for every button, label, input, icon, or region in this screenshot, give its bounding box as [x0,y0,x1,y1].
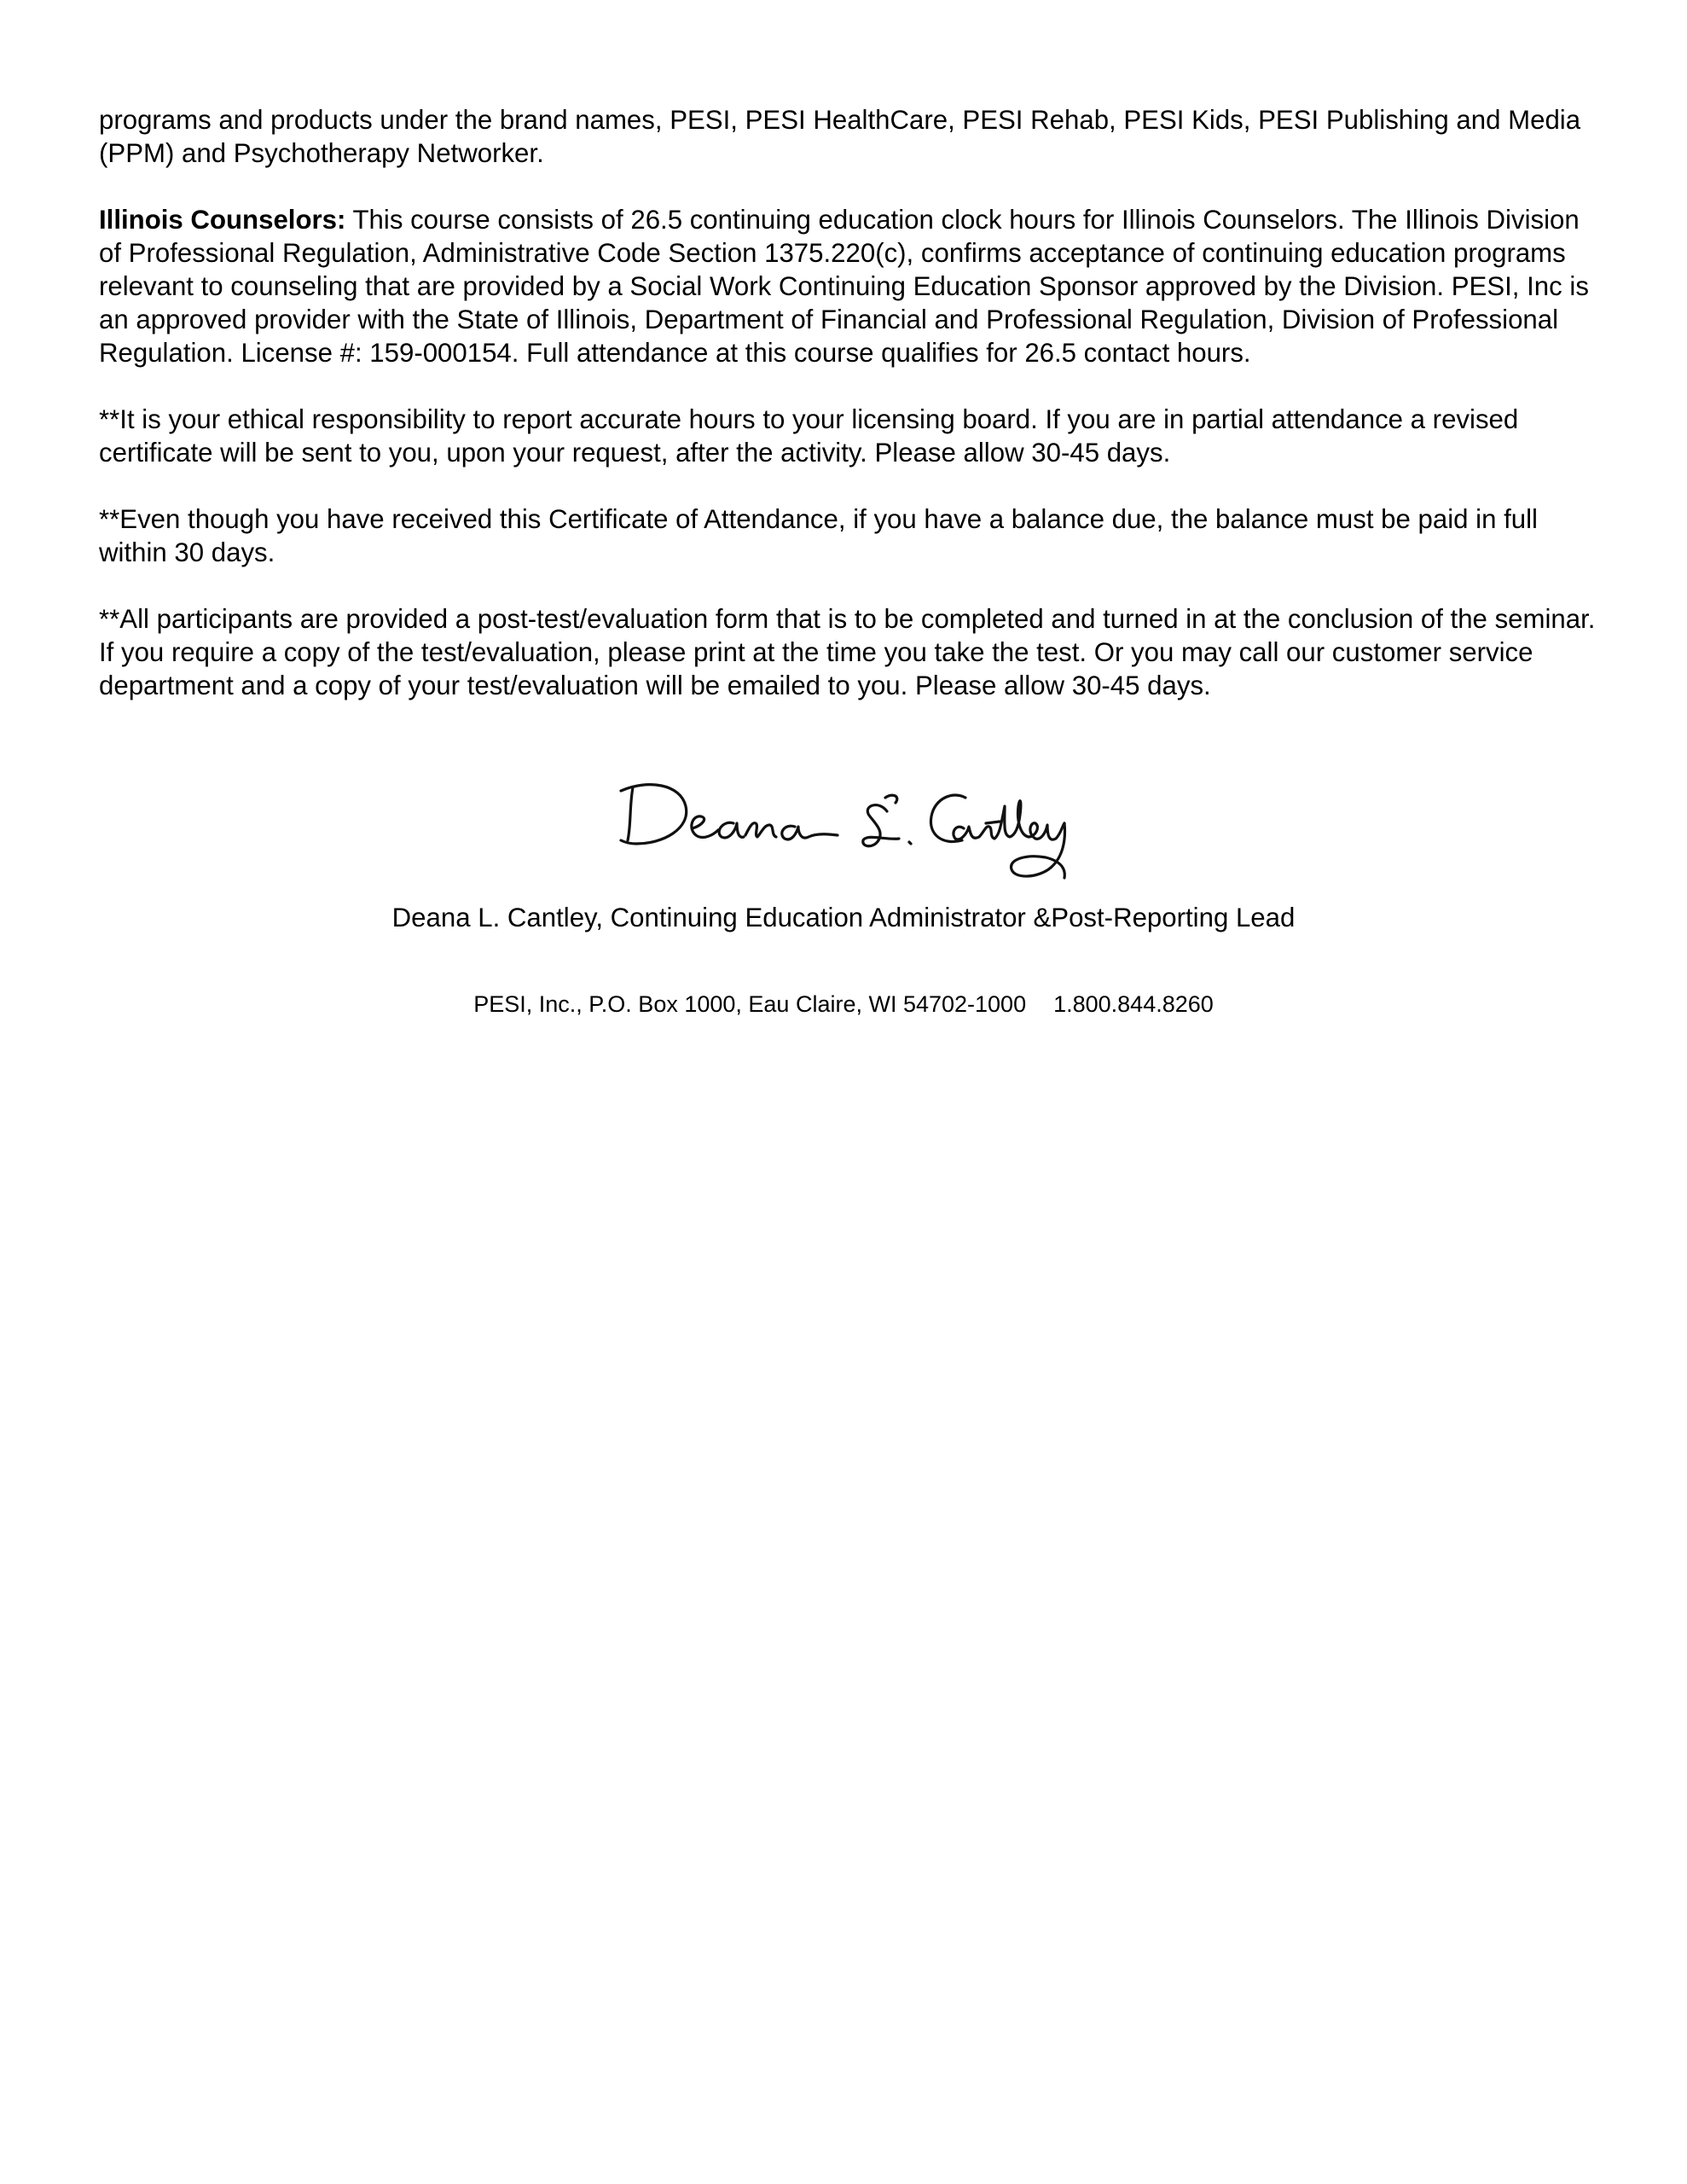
brand-names-paragraph: programs and products under the brand names, PESI, PESI HealthCare, PESI Rehab, PESI Kids, PESI Publishing and Media (PPM) and Psychotherapy Networker. [99,105,1581,168]
illinois-counselors-label: Illinois Counselors: [99,205,346,235]
ethical-responsibility-paragraph: **It is your ethical responsibility to report accurate hours to your licensing board. If you are in partial attendance a revised certificate will be sent to you, upon your request, after the activity. Please allow 30-45 days. [99,404,1519,468]
balance-due-paragraph: **Even though you have received this Certificate of Attendance, if you have a balance due, the balance must be paid in full within 30 days. [99,504,1538,567]
illinois-counselors-paragraph [99,203,1600,369]
document-body [99,103,1600,735]
handwritten-signature [614,772,1075,909]
footer-phone: 1.800.844.8260 [1053,991,1214,1017]
footer-address: PESI, Inc., P.O. Box 1000, Eau Claire, WI 54702-1000 [473,991,1027,1017]
post-test-paragraph: **All participants are provided a post-test/evaluation form that is to be completed and turned in at the conclusion of the seminar. If you require a copy of the test/evaluation, please print at the time you take the test. Or you may call our customer service department and a copy of your test/evaluation will be emailed to you. Please allow 30-45 days. [99,604,1596,700]
illinois-counselors-text: This course consists of 26.5 continuing education clock hours for Illinois Counselors. The Illinois Division of Professional Regulation, Administrative Code Section 1375.220(c), confirms acceptance of continuing education programs relevant to counseling that are provided by a Social Work Continuing Education Sponsor approved by the Division. PESI, Inc is an approved provider with the State of Illinois, Department of Financial and Professional Regulation, Division of Professional Regulation. License #: 159-000154. Full attendance at this course qualifies for 26.5 contact hours. [99,205,1589,368]
signer-name-title: Deana L. Cantley, Continuing Education Administrator &Post-Reporting Lead [391,903,1296,932]
footer-contact [0,990,1687,1019]
